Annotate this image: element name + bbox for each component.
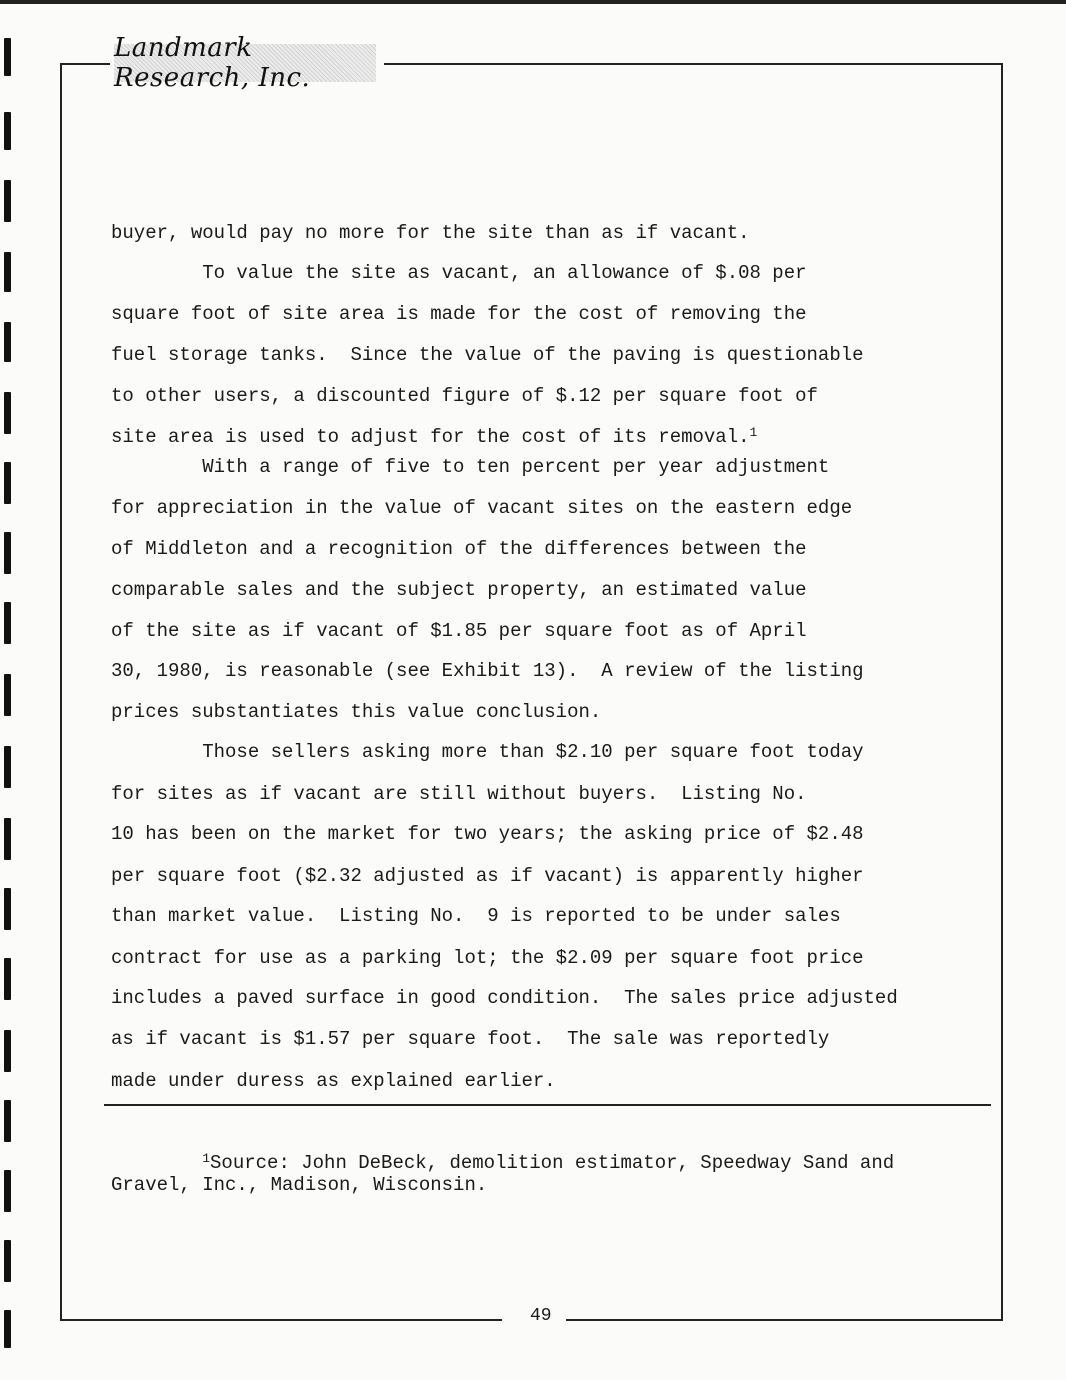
binder-mark [4,462,11,504]
binder-mark [4,674,11,716]
body-line: square foot of site area is made for the cost of removing the [111,303,807,325]
binder-mark [4,746,11,788]
body-line: than market value. Listing No. 9 is reported to be under sales [111,905,841,927]
binder-mark [4,1170,11,1212]
binder-mark [4,1100,11,1142]
company-logo: Landmark Research, Inc. [114,44,376,82]
footnote-divider [104,1104,991,1106]
binder-mark [4,38,11,76]
body-line: made under duress as explained earlier. [111,1070,556,1092]
frame-border-right [1001,63,1003,1321]
body-line: contract for use as a parking lot; the $2.09 per square foot price [111,947,864,969]
footnote-reference: 1 [749,425,758,440]
binder-mark [4,1310,11,1348]
footnote-text: Source: John DeBeck, demolition estimator, Speedway Sand and [210,1152,895,1174]
body-line: includes a paved surface in good condition. The sales price adjusted [111,987,898,1009]
footnote-line: Gravel, Inc., Madison, Wisconsin. [111,1174,488,1196]
body-line-text: site area is used to adjust for the cost of its removal. [111,426,750,448]
body-line: buyer, would pay no more for the site than as if vacant. [111,222,750,244]
binder-mark [4,958,11,1000]
body-line: of the site as if vacant of $1.85 per square foot as of April [111,620,807,642]
body-line: per square foot ($2.32 adjusted as if vacant) is apparently higher [111,865,864,887]
footnote-marker: 1 [202,1151,211,1166]
binder-mark [4,112,11,150]
body-line: prices substantiates this value conclusion. [111,701,602,723]
frame-border-bottom [60,1319,502,1321]
binder-mark [4,1030,11,1072]
body-line: 30, 1980, is reasonable (see Exhibit 13). A review of the listing [111,660,864,682]
frame-border-top [60,63,110,65]
body-line: comparable sales and the subject property, an estimated value [111,579,807,601]
body-line: for sites as if vacant are still without buyers. Listing No. [111,783,807,805]
body-line: fuel storage tanks. Since the value of the paving is questionable [111,344,864,366]
page-top-edge [0,0,1066,4]
binder-mark [4,252,11,292]
body-line: Those sellers asking more than $2.10 per square foot today [111,741,864,763]
frame-border-top [384,63,1003,65]
binder-mark [4,322,11,362]
binder-mark [4,392,11,434]
binder-mark [4,888,11,930]
binder-mark [4,180,11,222]
body-line: as if vacant is $1.57 per square foot. The sale was reportedly [111,1028,830,1050]
frame-border-left [60,63,62,1321]
footnote-line [111,1151,894,1175]
body-line: for appreciation in the value of vacant sites on the eastern edge [111,497,853,519]
body-line-with-footnote [111,425,757,449]
binder-mark [4,602,11,644]
binder-mark [4,532,11,574]
body-line: To value the site as vacant, an allowance of $.08 per [111,262,807,284]
binder-mark [4,1240,11,1282]
frame-border-bottom [566,1319,1003,1321]
body-line: of Middleton and a recognition of the differences between the [111,538,807,560]
body-line: 10 has been on the market for two years; the asking price of $2.48 [111,823,864,845]
body-line: to other users, a discounted figure of $.12 per square foot of [111,385,818,407]
page-number: 49 [530,1306,552,1326]
binder-mark [4,818,11,860]
body-line: With a range of five to ten percent per year adjustment [111,456,830,478]
